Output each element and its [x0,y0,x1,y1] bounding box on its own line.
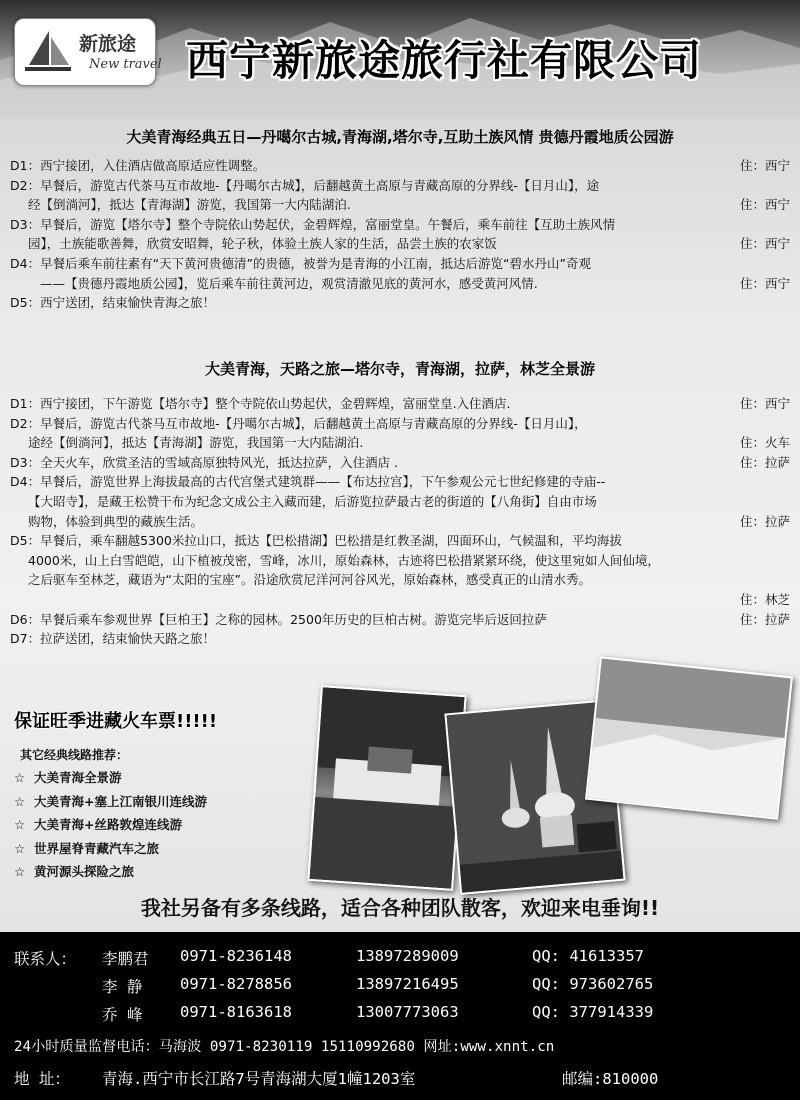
itinerary-line [10,274,790,294]
itinerary-text: D1：西宁接团，下午游览【塔尔寺】整个寺院依山势起伏，金碧辉煌，富丽堂皇.入住酒店. [10,396,511,411]
itinerary-text: D4：早餐后乘车前往素有“天下黄河贵德清”的贵德，被誉为是青海的小江南，抵达后游览“碧水丹山”奇观 [10,255,591,271]
sailboat-logo-icon [21,25,75,79]
potala-palace-photo [307,685,466,891]
itinerary-line [10,176,790,196]
list-item [14,837,207,861]
route-name: 大美青海+塞上江南银川连线游 [34,793,207,809]
slogan: 我社另备有多条线路，适合各种团队散客，欢迎来电垂询!! [140,896,660,920]
itinerary-line [10,453,790,473]
route-name: 大美青海+丝路敦煌连线游 [34,817,182,832]
itinerary-text: 之后驱车至林芝，藏语为“太阳的宝座”。沿途欣赏尼洋河河谷风光，原始森林，感受真正的山清水秀。 [28,572,591,588]
stay-label: 住：火车 [739,435,790,451]
route-name: 大美青海全景游 [34,770,122,785]
contact-qq: QQ: 973602765 [532,975,654,993]
company-name: 西宁新旅途旅行社有限公司 [186,36,703,85]
itinerary-text: D3：全天火车，欣赏圣洁的雪域高原独特风光，抵达拉萨，入住酒店 . [10,454,399,470]
stay-label: 住：西宁 [739,197,790,213]
logo-text-cn: 新旅途 [79,33,137,55]
contact-name: 李 静 [102,978,143,996]
lake-birds-photo [585,656,793,819]
itinerary-line [10,254,790,274]
stay-label: 住：西宁 [739,236,790,252]
itinerary-text: D5：西宁送团，结束愉快青海之旅！ [10,295,216,311]
contact-mobile: 13007773063 [356,1003,459,1021]
contact-name: 乔 峰 [102,1006,143,1024]
logo [14,18,162,86]
itinerary-line [10,394,790,414]
itinerary-text: 【大昭寺】，是藏王松赞干布为纪念文成公主入藏而建，后游览拉萨最古老的街道的【八角街】自由市场 [28,493,597,509]
itinerary-line [10,590,790,610]
contact-qq: QQ: 41613357 [532,947,644,965]
contact-qq: QQ: 377914339 [532,1003,654,1021]
itinerary-text: 4000米，山上白雪皑皑，山下植被茂密，雪峰，冰川，原始森林，古迹将巴松措紧紧环绕，使这里宛如人间仙境， [28,552,660,568]
itinerary-line [10,492,790,512]
star-icon: ☆ [14,770,26,785]
potala-illustration [309,687,464,888]
itinerary-line [10,551,790,571]
route2-itinerary [10,394,790,649]
stay-label: 住：西宁 [739,158,790,173]
itinerary-text: D4：早餐后，游览世界上海拔最高的古代宫堡式建筑群——【布达拉宫】，下午参观公元七世纪修建的寺庙-- [10,474,606,490]
itinerary-text: 园】，土族能歌善舞，欣赏安昭舞，轮子秋，体验土族人家的生活，品尝土族的农家饭 [28,236,497,252]
itinerary-line [10,234,790,254]
route1-itinerary [10,156,790,313]
itinerary-text: D3：早餐后，游览【塔尔寺】整个寺院依山势起伏，金碧辉煌，富丽堂皇。午餐后，乘车前往【互助土族风情 [10,216,616,232]
contact-mobile: 13897216495 [356,975,459,993]
postcode: 邮编:810000 [562,1070,659,1088]
lake-illustration [587,658,791,817]
itinerary-text: D6：早餐后乘车参观世界【巨柏王】之称的园林。2500年历史的巨柏古树。游览完毕后返回拉萨 [10,611,547,627]
route-name: 黄河源头探险之旅 [34,864,135,879]
contact-tel: 0971-8278856 [180,975,292,993]
itinerary-text: D2：早餐后，游览古代茶马互市故地-【丹噶尔古城】，后翻越黄土高原与青藏高原的分界线-【日月山】， [10,415,587,431]
stay-label: 住：西宁 [739,396,790,411]
itinerary-line [10,215,790,235]
address-text: 青海.西宁市长江路7号青海湖大厦1幢1203室 [102,1070,416,1088]
contact-mobile: 13897289009 [356,947,459,965]
itinerary-line [10,195,790,215]
logo-text-en: New travel [89,57,162,72]
itinerary-line [10,472,790,492]
address-label: 地 址： [14,1070,70,1088]
train-ticket-promo: 保证旺季进藏火车票!!!!! [14,711,218,732]
star-icon: ☆ [14,864,26,879]
route-name: 世界屋脊青藏汽车之旅 [34,840,160,856]
itinerary-text: ——【贵德丹霞地质公园】，览后乘车前往黄河边，观赏清澈见底的黄河水，感受黄河风情. [40,275,538,291]
itinerary-text: D5：早餐后，乘车翻越5300米拉山口，抵达【巴松措湖】巴松措是红教圣湖，四面环山，气候温和，平均海拔 [10,533,622,549]
itinerary-text: 经【倒淌河】，抵达【青海湖】游览，我国第一大内陆湖泊. [28,197,351,213]
itinerary-text: D7：拉萨送团，结束愉快天路之旅！ [10,631,216,647]
recommend-list [14,766,207,884]
stay-label: 住：拉萨 [739,454,790,470]
stay-label: 住：西宁 [739,275,790,291]
star-icon: ☆ [14,793,26,809]
contact-footer [0,932,800,1100]
stay-label: 住：拉萨 [739,513,790,529]
itinerary-text: 途经【倒淌河】，抵达【青海湖】游览，我国第一大内陆湖泊. [28,435,364,451]
contact-label: 联系人： [14,950,77,968]
itinerary-text: 购物，体验到典型的藏族生活。 [28,513,204,529]
itinerary-line [10,570,790,590]
itinerary-line [10,531,790,551]
contact-tel: 0971-8236148 [180,947,292,965]
hotline-text: 24小时质量监督电话：马海波 0971-8230119 15110992680 网址:www.xnnt.cn [14,1039,555,1055]
contact-tel: 0971-8163618 [180,1003,292,1021]
itinerary-line [10,512,790,532]
list-item [14,813,207,837]
route2-title: 大美青海，天路之旅—塔尔寺，青海湖，拉萨，林芝全景游 [204,360,595,378]
star-icon: ☆ [14,840,26,856]
list-item [14,790,207,814]
itinerary-line [10,156,790,176]
header-banner [0,0,800,118]
itinerary-line [10,629,790,649]
itinerary-line [10,414,790,434]
stay-label: 住：拉萨 [739,611,790,627]
star-icon: ☆ [14,817,26,832]
itinerary-line [10,433,790,453]
itinerary-line [10,293,790,313]
other-routes-title: 其它经典线路推荐： [20,748,129,762]
list-item [14,860,207,884]
route1-title: 大美青海经典五日—丹噶尔古城,青海湖,塔尔寺,互助土族风情 贵德丹霞地质公园游 [126,128,674,146]
contact-name: 李鹏君 [102,950,149,968]
itinerary-text: D2：早餐后，游览古代茶马互市故地-【丹噶尔古城】，后翻越黄土高原与青藏高原的分界线-【日月山】，途 [10,177,600,193]
stay-label: 住：林芝 [739,591,790,607]
itinerary-text: D1：西宁接团，入住酒店做高原适应性调整。 [10,158,266,173]
list-item [14,766,207,790]
itinerary-line [10,610,790,630]
